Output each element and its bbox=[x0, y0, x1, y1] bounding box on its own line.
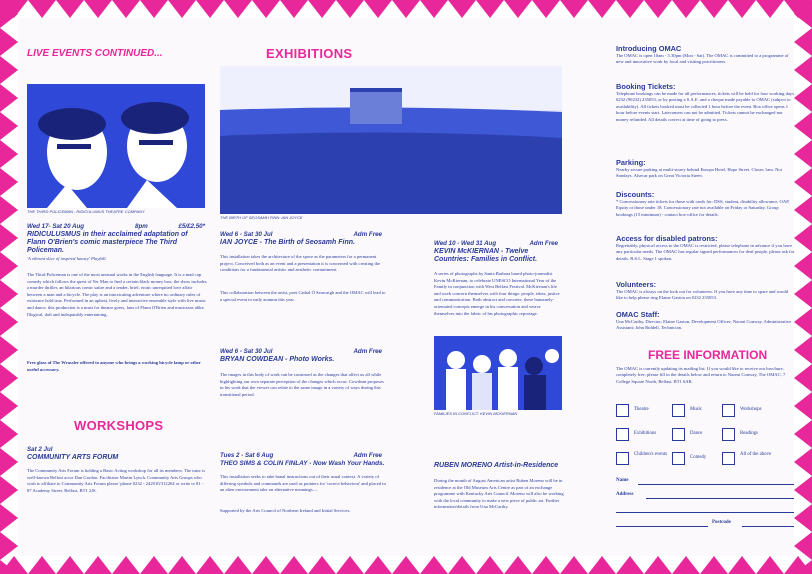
access-heading: Access for disabled patrons: bbox=[616, 234, 718, 243]
page-content bbox=[18, 18, 794, 556]
free-information-text: The OMAC is currently updating its mailing list. If you would like to receive our brochure, completely free, please fill in the details below and return to Naomi Conway, The OMAC, 7 College Square North, Belfast, BT1 6AR. bbox=[616, 366, 786, 384]
live-event-quote: 'A vibrant slice of inspired lunacy' Playbill. bbox=[27, 256, 107, 261]
workshop-body: The Community Arts Forum is holding a Basic Acting workshop for all its members. The tutor is well-known Belfast actor Dan Gordon. Facilitator Martin Lynch. Community Arts Groups who wish to affiliate to Community Arts Forum please 'phone 0232 - 242910/312264 or write to 81 - 87 Academy Street, Belfast, BT1 2JS. bbox=[27, 468, 206, 493]
intro-text: The OMAC is open 10am - 5.30pm (Mon - Sat). The OMAC is committed to a programme of new and innovative work by local and visiting practitioners. bbox=[616, 53, 789, 65]
exhibition-1-title: IAN JOYCE - The Birth of Seosamh Finn. bbox=[220, 239, 355, 246]
families-in-conflict-photo bbox=[434, 336, 562, 410]
exhibition-4-title: KEVIN McKIERNAN - Twelve Countries: Families in Conflict. bbox=[434, 248, 538, 263]
booking-text: Telephone bookings can be made for all performances, tickets will be held for four working days 0232 (90232) 235053, or by posting a S.A.E. and a cheque made payable to OMAC (subject to availability). All tickets booked must be collected 1 hour before the event. Box office opens 1 hour before events start. Latecomers can not be admitted. Tickets cannot be exchanged nor money refunded. All details correct at time of going to press. bbox=[616, 91, 795, 122]
booking-heading: Booking Tickets: bbox=[616, 82, 676, 91]
exhibition-5-body: During the month of August American artist Ruben Moreno will be in residence at the Old Museum Arts Centre as part of an exchange programme with Kentucky Arts Council. Moreno will also be working with the local community to make a new piece of public art. Further information/details from Una McCarthy. bbox=[434, 478, 564, 510]
exhibition-2-body: The images in this body of work can be construed as the changes that affect us all while highlighting our own separate perception of the changes which occur. Cowdean proposes in his work that the viewer can relate to the same image in a variety of ways during this transitional period. bbox=[220, 372, 384, 397]
third-policeman-caption: THE THIRD POLICEMAN : RIDICULUMUS THEATRE COMPANY bbox=[27, 209, 145, 214]
volunteers-heading: Volunteers: bbox=[616, 280, 657, 289]
staff-text: Una McCarthy, Director; Elaine Gaston, Development Officer; Naomi Conway, Administrative Assistant; John Riddell, Technician. bbox=[616, 319, 792, 331]
staff-heading: OMAC Staff: bbox=[616, 310, 660, 319]
exhibition-4-body: A series of photographs by Santa Barbara based photo-journalist Kevin McKiernan, to celebrate UNESCO International Year of the Family in conjunction with West Belfast Festival. McKiernan's life and work concern themselves with four things: people, ideas, justice and communication. Both abstract and concrete, these humanely-orientated concepts emerge in his conversation and weave themselves into the fabric of his photographic reportage. bbox=[434, 271, 560, 316]
music-label: Music bbox=[690, 407, 702, 412]
exhibition-4-date: Wed 10 - Wed 31 Aug Adm Free bbox=[434, 240, 558, 247]
childrens-events-checkbox[interactable] bbox=[616, 452, 629, 465]
name-label: Name bbox=[616, 478, 629, 483]
seosamh-finn-photo bbox=[220, 66, 562, 214]
seosamh-finn-caption: THE BIRTH OF SEOSAMH FINN: IAN JOYCE bbox=[220, 215, 303, 220]
name-field[interactable] bbox=[638, 484, 794, 485]
workshop-date: Sat 2 Jul bbox=[27, 446, 53, 453]
readings-checkbox[interactable] bbox=[722, 428, 735, 441]
families-in-conflict-caption: FAMILIES IN CONFLICT: KEVIN MCKIERNAN bbox=[434, 411, 518, 416]
comedy-checkbox[interactable] bbox=[672, 452, 685, 465]
workshop-title: COMMUNITY ARTS FORUM bbox=[27, 454, 119, 461]
dance-label: Dance bbox=[690, 431, 703, 436]
address-field-3[interactable] bbox=[616, 526, 708, 527]
exhibitions-heading: EXHIBITIONS bbox=[266, 46, 353, 61]
live-event-note: Free glass of The Wrassler offered to anyone who brings a working bicycle lamp or other useful accessory. bbox=[27, 360, 201, 372]
exhibition-1-body-2: This collaboration between the artist, poet Cathal Ó Searcaigh and the OMAC will lead to a special event in early autumn this year. bbox=[220, 290, 386, 302]
discounts-heading: Discounts: bbox=[616, 190, 655, 199]
exhibition-2-title: BRYAN COWDEAN - Photo Works. bbox=[220, 356, 335, 363]
discounts-text: * Concessionary rate tickets for those with cards for: DSS, student, disability allowance, OAP, Equity or those under 18. Concessionary rate not available on Friday or Saturday. Group bookings (15 minimum) - contact box-office for details. bbox=[616, 199, 790, 217]
access-text: Regrettably, physical access to the OMAC is restricted, please telephone in advance if you have any particular needs. The OMAC has regular signed performances for deaf people, please ask for details. B.S.L. Stage 1 spoken. bbox=[616, 243, 795, 261]
exhibitions-label: Exhibitions bbox=[634, 431, 657, 436]
theatre-checkbox[interactable] bbox=[616, 404, 629, 417]
all-label: All of the above bbox=[740, 452, 772, 457]
childrens-events-label: Children's events bbox=[634, 452, 667, 457]
workshops-heading: WORKSHOPS bbox=[74, 418, 164, 433]
exhibition-3-body: This installation seeks to take banal instructions out of their usual context. A variety of differing symbols and commands are used as pointers for 'correct behaviour' and placed in an alien environment take on alternative meanings..... bbox=[220, 474, 386, 493]
workshops-label: Workshops bbox=[740, 407, 762, 412]
live-event-title: RIDICULUSMUS in their acclaimed adaptation of Flann O'Brien's comic masterpiece The Third Policeman. bbox=[27, 231, 188, 254]
comedy-label: Comedy bbox=[690, 455, 707, 460]
exhibition-1-date: Wed 6 - Sat 30 Jul Adm Free bbox=[220, 231, 382, 238]
music-checkbox[interactable] bbox=[672, 404, 685, 417]
address-field-2[interactable] bbox=[616, 512, 794, 513]
address-label: Address bbox=[616, 492, 634, 497]
parking-text: Nearby secure parking at multi-storey behind Europa Hotel, Hope Street. Closes 1am. Not Sundays. Alsecar park on Great Victoria Street. bbox=[616, 167, 782, 179]
exhibition-2-date: Wed 6 - Sat 30 Jul Adm Free bbox=[220, 348, 382, 355]
postcode-label: Postcode bbox=[712, 520, 731, 525]
exhibition-5-title: RUBEN MORENO Artist-in-Residence bbox=[434, 462, 559, 469]
exhibitions-checkbox[interactable] bbox=[616, 428, 629, 441]
free-information-heading: FREE INFORMATION bbox=[648, 348, 768, 362]
exhibition-3-date: Tues 2 - Sat 6 Aug Adm Free bbox=[220, 452, 382, 459]
theatre-label: Theatre bbox=[634, 407, 649, 412]
live-event-body: The Third Policeman is one of the most unusual works in the English language. It is a mad cap comedy which follows the quest of Yer Man to find a certain black money box; the show includes a murder thriller, an hilarious comic satire and a tender, brief, erotic unrequited love affair between a man and a bicycle. The play is an intoxicating adventure where no ordinary rules of existence hold true. Performed in an upbeat, lively and interactive ensemble style with live music and dance, this production is a must for theatre goers, fans of Flann O'Brien and musicians alike. Illogical, daft and indisputably entertaining. bbox=[27, 272, 207, 317]
exhibition-3-body-2: Supported by the Arts Council of Northern Ireland and Initial Services. bbox=[220, 508, 351, 513]
intro-heading: Introducing OMAC bbox=[616, 44, 682, 53]
volunteers-text: The OMAC is always on the look out for volunteers. If you have any time to spare and would like to help please ring Elaine Gaston on 0232 235053. bbox=[616, 289, 789, 301]
workshops-checkbox[interactable] bbox=[722, 404, 735, 417]
third-policeman-photo bbox=[27, 84, 205, 208]
exhibition-3-title: THEO SIMS & COLIN FINLAY - Now Wash Your Hands. bbox=[220, 460, 385, 467]
exhibition-1-body: This installation takes the architecture of the space as the parameters for a permanent project. Conceived both as an event and a presentation it is concerned with creating the conditions for a fundamental artistic and aesthetic commitment. bbox=[220, 254, 381, 273]
all-checkbox[interactable] bbox=[722, 452, 735, 465]
live-events-heading: LIVE EVENTS CONTINUED... bbox=[27, 48, 163, 59]
postcode-field[interactable] bbox=[742, 526, 794, 527]
dance-checkbox[interactable] bbox=[672, 428, 685, 441]
live-event-date: Wed 17- Sat 20 Aug 8pm £5/£2.50* bbox=[27, 223, 205, 230]
address-field[interactable] bbox=[646, 498, 794, 499]
parking-heading: Parking: bbox=[616, 158, 646, 167]
readings-label: Readings bbox=[740, 431, 758, 436]
